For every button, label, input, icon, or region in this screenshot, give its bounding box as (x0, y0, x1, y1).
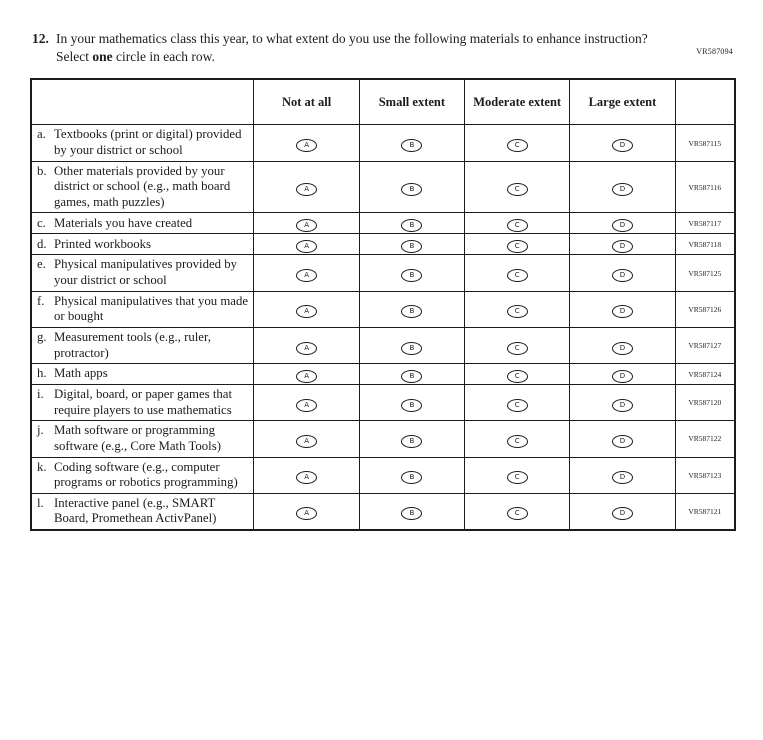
bubble-large-extent[interactable]: D (612, 399, 633, 412)
option-cell-small-extent (359, 213, 464, 234)
option-cell-moderate-extent (465, 385, 570, 421)
bubble-moderate-extent[interactable]: C (507, 342, 528, 355)
option-cell-large-extent (570, 125, 675, 161)
option-cell-not-at-all (254, 421, 359, 457)
option-cell-small-extent (359, 493, 464, 530)
row-label: Digital, board, or paper games that require players to use mathematics (54, 387, 233, 417)
option-cell-small-extent (359, 255, 464, 291)
row-prefix: k. (37, 459, 47, 474)
option-cell-small-extent (359, 161, 464, 213)
row-prefix: d. (37, 236, 47, 251)
bubble-not-at-all[interactable]: A (296, 183, 317, 196)
row-prefix: h. (37, 366, 47, 381)
row-label-cell (31, 421, 254, 457)
bubble-not-at-all[interactable]: A (296, 240, 317, 253)
row-label-cell (31, 385, 254, 421)
option-cell-small-extent (359, 421, 464, 457)
row-code: VR587127 (675, 327, 735, 363)
option-cell-large-extent (570, 385, 675, 421)
option-cell-not-at-all (254, 161, 359, 213)
row-label-cell (31, 213, 254, 234)
table-row (31, 493, 735, 530)
page-corner-code: VR587094 (696, 47, 733, 56)
option-cell-small-extent (359, 125, 464, 161)
bubble-moderate-extent[interactable]: C (507, 507, 528, 520)
row-label-cell (31, 125, 254, 161)
row-label: Other materials provided by your district or school (e.g., math board games, math puzzles) (54, 163, 231, 209)
bubble-moderate-extent[interactable]: C (507, 471, 528, 484)
bubble-not-at-all[interactable]: A (296, 471, 317, 484)
bubble-large-extent[interactable]: D (612, 240, 633, 253)
header-row (31, 79, 735, 125)
option-cell-large-extent (570, 457, 675, 493)
table-row (31, 291, 735, 327)
option-cell-large-extent (570, 364, 675, 385)
row-label-cell (31, 255, 254, 291)
option-cell-moderate-extent (465, 493, 570, 530)
option-cell-moderate-extent (465, 161, 570, 213)
bubble-small-extent[interactable]: B (401, 269, 422, 282)
row-label: Measurement tools (e.g., ruler, protractor) (54, 329, 211, 360)
bubble-large-extent[interactable]: D (612, 219, 633, 232)
option-cell-moderate-extent (465, 421, 570, 457)
option-cell-moderate-extent (465, 125, 570, 161)
option-cell-large-extent (570, 327, 675, 363)
row-label-cell (31, 291, 254, 327)
bubble-small-extent[interactable]: B (401, 370, 422, 383)
option-cell-large-extent (570, 213, 675, 234)
row-code: VR587116 (675, 161, 735, 213)
row-code: VR587124 (675, 364, 735, 385)
header-moderate-extent: Moderate extent (465, 79, 570, 125)
row-prefix: i. (37, 387, 44, 402)
bubble-small-extent[interactable]: B (401, 183, 422, 196)
row-label: Physical manipulatives provided by your district or school (54, 257, 238, 288)
header-not-at-all: Not at all (254, 79, 359, 125)
row-label: Interactive panel (e.g., SMART Board, Promethean ActivPanel) (54, 495, 217, 526)
bubble-small-extent[interactable]: B (401, 219, 422, 232)
question-text-bold: one (92, 49, 113, 65)
option-cell-large-extent (570, 421, 675, 457)
option-cell-not-at-all (254, 255, 359, 291)
row-prefix: f. (37, 293, 45, 308)
bubble-moderate-extent[interactable]: C (507, 305, 528, 318)
row-label-cell (31, 457, 254, 493)
bubble-moderate-extent[interactable]: C (507, 269, 528, 282)
option-cell-large-extent (570, 493, 675, 530)
bubble-small-extent[interactable]: B (401, 435, 422, 448)
bubble-large-extent[interactable]: D (612, 507, 633, 520)
table-row (31, 161, 735, 213)
option-cell-moderate-extent (465, 213, 570, 234)
row-label: Math apps (54, 366, 108, 381)
row-label-cell (31, 327, 254, 363)
row-code: VR587118 (675, 234, 735, 255)
bubble-not-at-all[interactable]: A (296, 219, 317, 232)
option-cell-large-extent (570, 234, 675, 255)
row-code: VR587120 (675, 385, 735, 421)
bubble-moderate-extent[interactable]: C (507, 219, 528, 232)
option-cell-not-at-all (254, 493, 359, 530)
table-body (31, 125, 735, 530)
table-row (31, 327, 735, 363)
row-code: VR587121 (675, 493, 735, 530)
option-cell-large-extent (570, 161, 675, 213)
option-cell-not-at-all (254, 457, 359, 493)
bubble-large-extent[interactable]: D (612, 183, 633, 196)
header-empty-code (675, 79, 735, 125)
option-cell-small-extent (359, 385, 464, 421)
bubble-not-at-all[interactable]: A (296, 342, 317, 355)
question-text-part2: circle in each row. (112, 49, 215, 65)
bubble-small-extent[interactable]: B (401, 471, 422, 484)
bubble-large-extent[interactable]: D (612, 269, 633, 282)
table-row (31, 213, 735, 234)
option-cell-moderate-extent (465, 364, 570, 385)
option-cell-not-at-all (254, 327, 359, 363)
option-cell-small-extent (359, 457, 464, 493)
option-cell-small-extent (359, 364, 464, 385)
row-code: VR587126 (675, 291, 735, 327)
row-label-cell (31, 364, 254, 385)
option-cell-small-extent (359, 327, 464, 363)
row-prefix: e. (37, 257, 46, 272)
bubble-not-at-all[interactable]: A (296, 370, 317, 383)
question-number: 12. (32, 31, 49, 46)
option-cell-moderate-extent (465, 457, 570, 493)
bubble-large-extent[interactable]: D (612, 435, 633, 448)
row-prefix: a. (37, 127, 46, 142)
row-code: VR587117 (675, 213, 735, 234)
row-label-cell (31, 161, 254, 213)
row-prefix: c. (37, 215, 46, 230)
bubble-moderate-extent[interactable]: C (507, 435, 528, 448)
bubble-small-extent[interactable]: B (401, 139, 422, 152)
table-row (31, 421, 735, 457)
option-cell-moderate-extent (465, 234, 570, 255)
option-cell-not-at-all (254, 125, 359, 161)
row-code: VR587125 (675, 255, 735, 291)
header-empty-label (31, 79, 254, 125)
bubble-large-extent[interactable]: D (612, 139, 633, 152)
bubble-large-extent[interactable]: D (612, 305, 633, 318)
option-cell-small-extent (359, 234, 464, 255)
row-label: Coding software (e.g., computer programs or robotics programming) (54, 459, 238, 490)
bubble-large-extent[interactable]: D (612, 471, 633, 484)
header-small-extent: Small extent (359, 79, 464, 125)
bubble-not-at-all[interactable]: A (296, 507, 317, 520)
bubble-moderate-extent[interactable]: C (507, 240, 528, 253)
bubble-small-extent[interactable]: B (401, 342, 422, 355)
table-row (31, 234, 735, 255)
table-row (31, 255, 735, 291)
bubble-large-extent[interactable]: D (612, 370, 633, 383)
option-cell-not-at-all (254, 213, 359, 234)
bubble-not-at-all[interactable]: A (296, 139, 317, 152)
option-cell-large-extent (570, 291, 675, 327)
row-prefix: g. (37, 329, 47, 344)
bubble-moderate-extent[interactable]: C (507, 399, 528, 412)
row-code: VR587123 (675, 457, 735, 493)
row-prefix: l. (37, 495, 44, 510)
row-code: VR587115 (675, 125, 735, 161)
bubble-small-extent[interactable]: B (401, 240, 422, 253)
bubble-small-extent[interactable]: B (401, 507, 422, 520)
bubble-not-at-all[interactable]: A (296, 435, 317, 448)
bubble-moderate-extent[interactable]: C (507, 139, 528, 152)
question-text-part1: In your mathematics class this year, to what extent do you use the following materials to enhance instruction? Select (56, 31, 648, 65)
row-label-cell (31, 493, 254, 530)
bubble-not-at-all[interactable]: A (296, 399, 317, 412)
row-prefix: j. (37, 423, 44, 438)
question-block (32, 30, 733, 66)
row-code: VR587122 (675, 421, 735, 457)
row-label-cell (31, 234, 254, 255)
table-row (31, 364, 735, 385)
option-cell-moderate-extent (465, 327, 570, 363)
row-label: Printed workbooks (54, 236, 152, 251)
table-row (31, 457, 735, 493)
row-prefix: b. (37, 163, 47, 178)
option-cell-not-at-all (254, 234, 359, 255)
bubble-small-extent[interactable]: B (401, 399, 422, 412)
row-label: Materials you have created (54, 215, 193, 230)
option-cell-moderate-extent (465, 291, 570, 327)
option-cell-not-at-all (254, 364, 359, 385)
header-large-extent: Large extent (570, 79, 675, 125)
bubble-large-extent[interactable]: D (612, 342, 633, 355)
option-cell-moderate-extent (465, 255, 570, 291)
row-label: Math software or programming software (e.g., Core Math Tools) (54, 423, 221, 453)
option-cell-not-at-all (254, 385, 359, 421)
bubble-small-extent[interactable]: B (401, 305, 422, 318)
table-row (31, 125, 735, 161)
bubble-not-at-all[interactable]: A (296, 269, 317, 282)
row-label: Physical manipulatives that you made or bought (54, 293, 249, 324)
table-row (31, 385, 735, 421)
question-text (56, 30, 676, 66)
option-cell-large-extent (570, 255, 675, 291)
option-cell-small-extent (359, 291, 464, 327)
bubble-moderate-extent[interactable]: C (507, 183, 528, 196)
survey-table (30, 78, 736, 531)
bubble-not-at-all[interactable]: A (296, 305, 317, 318)
row-label: Textbooks (print or digital) provided by your district or school (54, 127, 242, 158)
bubble-moderate-extent[interactable]: C (507, 370, 528, 383)
option-cell-not-at-all (254, 291, 359, 327)
